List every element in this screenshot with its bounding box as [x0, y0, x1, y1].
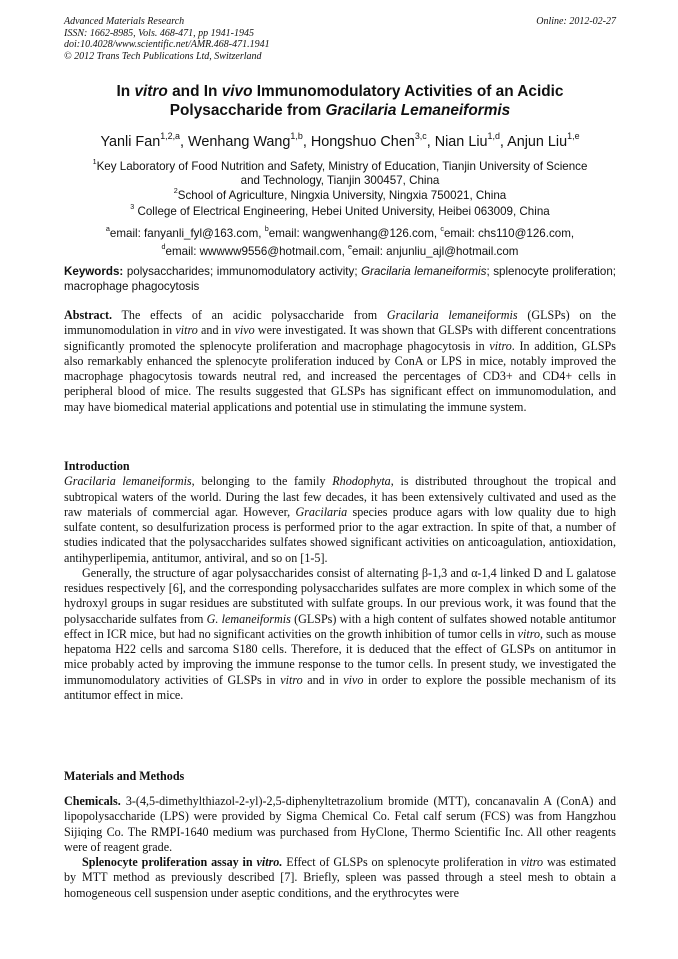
- abstract: Abstract. The effects of an acidic polysaccharide from Gracilaria lemaneiformis (GLSPs) on the immunomodulation in vitro and in vivo were investigated. It was shown that GLSPs with different concentrations significantly promoted the splenocyte proliferation and macrophage phagocytosis in vitro. In addition, GLSPs also remarkably enhanced the splenocyte proliferation induced by ConA or LPS in mice, notably improved the macrophage phagocytosis towards neutral red, and increased the percentages of CD3+ and CD4+ cells in peripheral blood of mice. The results suggested that GLSPs has significant effect on immunomodulation, and may have biomedical material applications and potential use in stimulating the immune system.: [64, 308, 616, 414]
- email-line-1: $^a$email: fanyanli_fyl@163.com, $^b$email: wangwenhang@126.com, $^c$email: chs110@126.com,: [105, 223, 575, 240]
- abstract-label: Abstract.: [64, 308, 113, 322]
- title-line-1: In vitro and In vivo Immunomodulatory Activities of an Acidic: [116, 83, 564, 100]
- author-emails: [64, 223, 616, 260]
- affiliation-2: $^2$School of Agriculture, Ningxia University, Ningxia 750021, China: [173, 185, 507, 202]
- title-line-2: Polysaccharide from Gracilaria Lemaneiformis: [169, 102, 511, 119]
- splenocyte-paragraph: Splenocyte proliferation assay in vitro. Effect of GLSPs on splenocyte proliferation in vitro was estimated by MTT method as previously described [7]. Briefly, spleen was passed through a steel mesh to obtain a homogeneous cell suspension under aseptic conditions, and the erythrocytes were: [64, 855, 617, 900]
- email-line-2: $^d$email: wwwww9556@hotmail.com, $^e$email: anjunliu_ajl@hotmail.com: [161, 242, 519, 259]
- journal-header: [64, 16, 616, 62]
- copyright-line: © 2012 Trans Tech Publications Ltd, Switzerland: [64, 50, 262, 62]
- affiliation-1: $^1$Key Laboratory of Food Nutrition and Safety, Ministry of Education, Tianjin University of Science and Technology, Tianjin 300457, China: [92, 156, 588, 187]
- journal-name: Advanced Materials Research: [64, 16, 185, 27]
- introduction-section: [64, 459, 616, 703]
- methods-section: [64, 794, 616, 901]
- issn-line: ISSN: 1662-8985, Vols. 468-471, pp 1941-1945: [64, 27, 254, 39]
- methods-heading-block: [64, 769, 616, 784]
- keywords-label: Keywords:: [64, 265, 124, 278]
- intro-paragraph-2: Generally, the structure of agar polysaccharides consist of alternating β-1,3 and α-1,4 linked D and L galatose residues respectively [6], and the corresponding polysaccharides sulfates are more complex in which some of the hydroxyl groups in sugar residues are substituted with sulfate groups. In our previous work, it was found that the polysaccharide sulfates from G. lemaneiformis (GLSPs) with a high content of sulfates showed notable antitumor effect in ICR mice, but had no significant activities on the growth inhibition of tumor cells in vitro, such as mouse hepatoma H22 cells and sarcoma S180 cells. Therefore, it is deduced that the effect of GLSPs on antitumor in mice probably acted by improving the immune response to the tumor cells. In present study, we investigated the immunomodulatory activities of GLSPs in vitro and in vivo in order to explore the possible mechanism of its antitumor effect in mice.: [64, 565, 616, 702]
- online-date: Online: 2012-02-27: [536, 16, 616, 27]
- keywords: Keywords: polysaccharides; immunomodulatory activity; Gracilaria lemaneiformis; splenocyte proliferation; macrophage phagocytosis: [64, 265, 616, 293]
- doi-line: doi:10.4028/www.scientific.net/AMR.468-471.1941: [64, 39, 270, 51]
- author: Wenhang Wang$^{1,b}$: [188, 130, 303, 150]
- introduction-heading: Introduction: [64, 459, 130, 473]
- author-list: Yanli Fan$^{1,2,a}$, Wenhang Wang$^{1,b}$, Hongshuo Chen$^{3,c}$, Nian Liu$^{1,d}$, Anjun Liu$^{1,e}$: [100, 130, 580, 150]
- affiliation-3: $^3$ College of Electrical Engineering, Hebei United University, Heibei 063009, China: [130, 201, 550, 218]
- author: Hongshuo Chen$^{3,c}$: [310, 130, 427, 150]
- author: Nian Liu$^{1,d}$: [434, 130, 500, 150]
- author: Yanli Fan$^{1,2,a}$: [100, 130, 181, 150]
- paper-title: [64, 82, 616, 120]
- methods-heading: Materials and Methods: [64, 769, 185, 783]
- intro-paragraph-1: Gracilaria lemaneiformis, belonging to the family Rhodophyta, is distributed throughout the tropical and subtropical waters of the world. During the last few decades, it has been extensively cultivated and used as the raw materials of commercial agar. However, Gracilaria species produce agars with low quality due to high sulfate content, so desulfurization process is performed prior to the agar extraction. In spite of that, a number of studies indicated that the polysaccharides sulfates showed significant activities on anticoagulation, antioxidation, antihyperlipemia, antitumor, antiviral, and so on [1-5].: [64, 474, 616, 565]
- chemicals-paragraph: Chemicals. 3-(4,5-dimethylthiazol-2-yl)-2,5-diphenyltetrazolium bromide (MTT), concanavalin A (ConA) and lipopolysaccharide (LPS) were provided by Sigma Chemical Co. Fetal calf serum (FCS) was from Hangzhou Sijiqing Co. The RMPI-1640 medium was purchased from HyClone, Thermo Scientific Inc. All other reagents were of reagent grade.: [64, 794, 616, 854]
- author: Anjun Liu$^{1,e}$: [507, 130, 580, 150]
